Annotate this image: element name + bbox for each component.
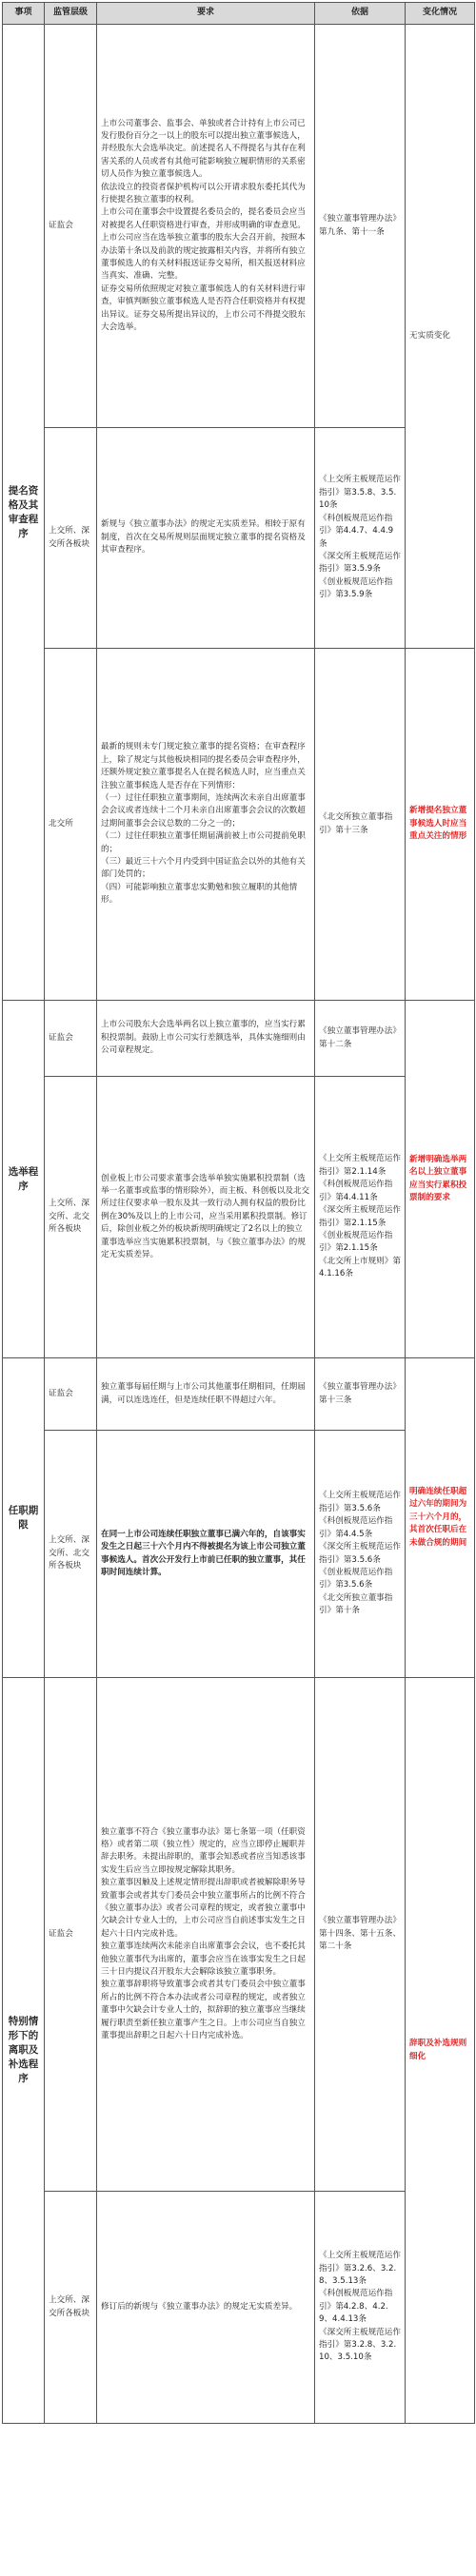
requirement-cell [97, 428, 315, 649]
basis-cell [315, 649, 406, 1001]
requirement-text: 证券交易所依照规定对独立董事候选人的有关材料进行审查，审慎判断独立董事候选人是否符合任职资格并有权提出异议。证券交易所提出异议的，上市公司不得提交股东大会选举。 [101, 283, 306, 333]
requirement-text: 修订后的新规与《独立董事办法》的规定无实质差异。 [101, 2301, 298, 2312]
level-cell: 证监会 [45, 25, 97, 428]
header-requirement: 要求 [97, 3, 315, 25]
table-row [3, 2192, 475, 2424]
change-cell: 新增明确选举两名以上独立董事应当实行累积投票制的要求 [406, 1001, 475, 1358]
requirement-cell [97, 1077, 315, 1358]
basis-text: 《创业板规范运作指引》第3.5.9条 [319, 576, 393, 600]
requirement-text: （二）过往任职独立董事任期届满前被上市公司提前免职的； [101, 831, 306, 854]
basis-text: 《上交所主板规范运作指引》第2.1.14条 [319, 1154, 401, 1177]
basis-text: 《创业板规范运作指引》第3.5.6条 [319, 1567, 393, 1590]
level-cell: 证监会 [45, 1358, 97, 1431]
table-header-row [3, 3, 475, 25]
table-row [3, 1431, 475, 1678]
basis-text: 《深交所主板规范运作指引》第2.1.15条 [319, 1205, 401, 1228]
requirement-text: 创业板上市公司要求董事会选举单独实施累积投票制（选举一名董事或监事的情形除外），而主板、科创板以及北交所过往仅要求单一股东及其一致行动人拥有权益的股份比例在30%及以上的上市公司，应当采用累积投票制。修订后，除创业板之外的板块新规明确规定了2名以上的独立董事选举应当实施累积投票制，与《独立董事办法》的规定无实质差异。 [101, 1173, 310, 1260]
level-cell: 上交所、深交所各板块 [45, 428, 97, 649]
header-level: 监管层级 [45, 3, 97, 25]
table-row [3, 428, 475, 649]
requirement-text: 独立董事不符合《独立董事办法》第七条第一项（任职资格）或者第二项（独立性）规定的，应当立即停止履职并辞去职务。未提出辞职的，董事会知悉或者应当知悉该事实发生后应当立即按规定解除其职务。 [101, 1826, 306, 1875]
basis-text: 《创业板规范运作指引》第2.1.15条 [319, 1230, 393, 1254]
basis-text: 《北交所独立董事指引》第十条 [319, 1592, 393, 1616]
level-cell: 证监会 [45, 1678, 97, 2192]
basis-text: 《北交所独立董事指引》第十三条 [319, 812, 393, 835]
change-cell: 辞职及补选规则细化 [406, 1678, 475, 2424]
topic-nomination: 提名资格及其审查程序 [3, 25, 45, 1001]
basis-text: 《独立董事管理办法》第十三条 [319, 1382, 401, 1405]
header-change: 变化情况 [406, 3, 475, 25]
table-row [3, 1358, 475, 1431]
basis-cell [315, 1358, 406, 1431]
requirement-cell [97, 1001, 315, 1077]
basis-cell [315, 1077, 406, 1358]
requirement-text: 独立董事辞职将导致董事会或者其专门委员会中独立董事所占的比例不符合本办法或者公司章程的规定，或者独立董事中欠缺会计专业人士的，拟辞职的独立董事应当继续履行职责至新任独立董事产生之日。上市公司应当自独立董事提出辞职之日起六十日内完成补选。 [101, 1980, 306, 2041]
change-cell: 无实质变化 [406, 25, 475, 649]
level-cell: 上交所、深交所、北交所各板块 [45, 1077, 97, 1358]
basis-cell [315, 1001, 406, 1077]
basis-cell [315, 1678, 406, 2192]
basis-cell [315, 1431, 406, 1678]
basis-text: 《独立董事管理办法》第十二条 [319, 1026, 401, 1049]
requirement-cell [97, 2192, 315, 2424]
requirement-text: 最新的规则未专门规定独立董事的提名资格；在审查程序上，除了规定与其他板块相同的提名委员会审查程序外，还额外规定独立董事提名人在提名候选人时，应当重点关注独立董事候选人是否存在下列情形： [101, 742, 306, 790]
requirement-text: 上市公司董事会、监事会、单独或者合计持有上市公司已发行股份百分之一以上的股东可以提出独立董事候选人，并经股东大会选举决定。前述提名人不得提名与其存在利害关系的人员或者有其他可能影响独立履职情形的关系密切人员作为独立董事候选人。 [101, 118, 306, 180]
table-row [3, 25, 475, 428]
basis-text: 《深交所主板规范运作指引》第3.5.9条 [319, 551, 401, 575]
basis-cell [315, 2192, 406, 2424]
basis-cell [315, 25, 406, 428]
level-cell: 上交所、深交所各板块 [45, 2192, 97, 2424]
topic-resignation: 特别情形下的离职及补选程序 [3, 1678, 45, 2424]
requirement-text: 上市公司在董事会中设置提名委员会的，提名委员会应当对被提名人任职资格进行审查，并形成明确的审查意见。 [101, 207, 306, 230]
requirement-text: （三）最近三十六个月内受到中国证监会以外的其他有关部门处罚的； [101, 857, 306, 880]
basis-text: 《上交所主板规范运作指引》第3.5.8、3.5.10条 [319, 475, 401, 511]
requirement-cell [97, 649, 315, 1001]
header-topic: 事项 [3, 3, 45, 25]
basis-text: 《北交所上市规则》第4.1.16条 [319, 1256, 401, 1279]
topic-election: 选举程序 [3, 1001, 45, 1358]
requirement-text: 独立董事连续两次未能亲自出席董事会会议，也不委托其他独立董事代为出席的，董事会应当在该事实发生之日起三十日内提议召开股东大会解除该独立董事职务。 [101, 1942, 306, 1978]
basis-text: 《上交所主板规范运作指引》第3.2.6、3.2.8、3.5.13条 [319, 2251, 401, 2286]
basis-text: 《独立董事管理办法》第九条、第十一条 [319, 214, 401, 237]
table-row [3, 1001, 475, 1077]
basis-text: 《科创板规范运作指引》第4.4.5条 [319, 1516, 393, 1539]
basis-cell [315, 428, 406, 649]
requirement-text: 在同一上市公司连续任职独立董事已满六年的，自该事实发生之日起三十六个月内不得被提名为该上市公司独立董事候选人。首次公开发行上市前已任职的独立董事，其任职时间连续计算。 [101, 1529, 306, 1577]
requirement-cell [97, 1431, 315, 1678]
requirement-text: 新规与《独立董事办法》的规定无实质差异。相较于原有制度，首次在交易所规则层面规定独立董事的提名资格及其审查程序。 [101, 519, 306, 556]
requirement-text: 独立董事因触及上述规定情形提出辞职或者被解除职务导致董事会或者其专门委员会中独立董事所占的比例不符合《独立董事办法》或者公司章程的规定，或者独立董事中欠缺会计专业人士的，上市公司应当自前述事实发生之日起六十日内完成补选。 [101, 1878, 306, 1939]
change-cell: 新增提名独立董事候选人时应当重点关注的情形 [406, 649, 475, 1001]
table-row [3, 1077, 475, 1358]
basis-text: 《深交所主板规范运作指引》第3.2.8、3.2.10、3.5.10条 [319, 2327, 401, 2363]
topic-term: 任职期限 [3, 1358, 45, 1678]
requirement-text: 上市公司应当在选举独立董事的股东大会召开前，按照本办法第十条以及前款的规定披露相关内容，并将所有独立董事候选人的有关材料报送证券交易所，相关报送材料应当真实、准确、完整。 [101, 233, 306, 282]
requirement-text: （四）可能影响独立董事忠实勤勉和独立履职的其他情形。 [101, 882, 298, 906]
basis-text: 《深交所主板规范运作指引》第3.5.6条 [319, 1542, 401, 1565]
basis-text: 《科创板规范运作指引》第4.4.7、4.4.9条 [319, 513, 394, 549]
table-row [3, 1678, 475, 2192]
requirement-cell [97, 25, 315, 428]
level-cell: 上交所、深交所、北交所各板块 [45, 1431, 97, 1678]
requirement-text: 独立董事每届任期与上市公司其他董事任期相同，任期届满，可以连选连任，但是连续任职不得超过六年。 [101, 1382, 306, 1405]
level-cell: 北交所 [45, 649, 97, 1001]
level-cell: 证监会 [45, 1001, 97, 1077]
requirement-cell [97, 1678, 315, 2192]
requirement-cell [97, 1358, 315, 1431]
requirement-text: 上市公司股东大会选举两名以上独立董事的，应当实行累积投票制。鼓励上市公司实行差额选举，具体实施细则由公司章程规定。 [101, 1020, 306, 1056]
basis-text: 《独立董事管理办法》第十四条、第十五条、第二十条 [319, 1916, 401, 1952]
header-basis: 依据 [315, 3, 406, 25]
table-row [3, 649, 475, 1001]
change-cell: 明确连续任职超过六年的期间为三十六个月的，其首次任职后在未做合规的期间 [406, 1358, 475, 1678]
basis-text: 《上交所主板规范运作指引》第3.5.6条 [319, 1491, 401, 1513]
basis-text: 《科创板规范运作指引》第4.4.11条 [319, 1180, 393, 1202]
requirement-text: （一）过往任职独立董事期间，连续两次未亲自出席董事会会议或者连续十二个月未亲自出席董事会会议的次数超过期间董事会会议总数的二分之一的； [101, 792, 306, 829]
requirement-text: 依法设立的投资者保护机构可以公开请求股东委托其代为行使提名独立董事的权利。 [101, 182, 306, 205]
regulation-comparison-table [2, 2, 475, 2424]
basis-text: 《科创板规范运作指引》第4.2.8、4.2.9、4.4.13条 [319, 2289, 393, 2325]
